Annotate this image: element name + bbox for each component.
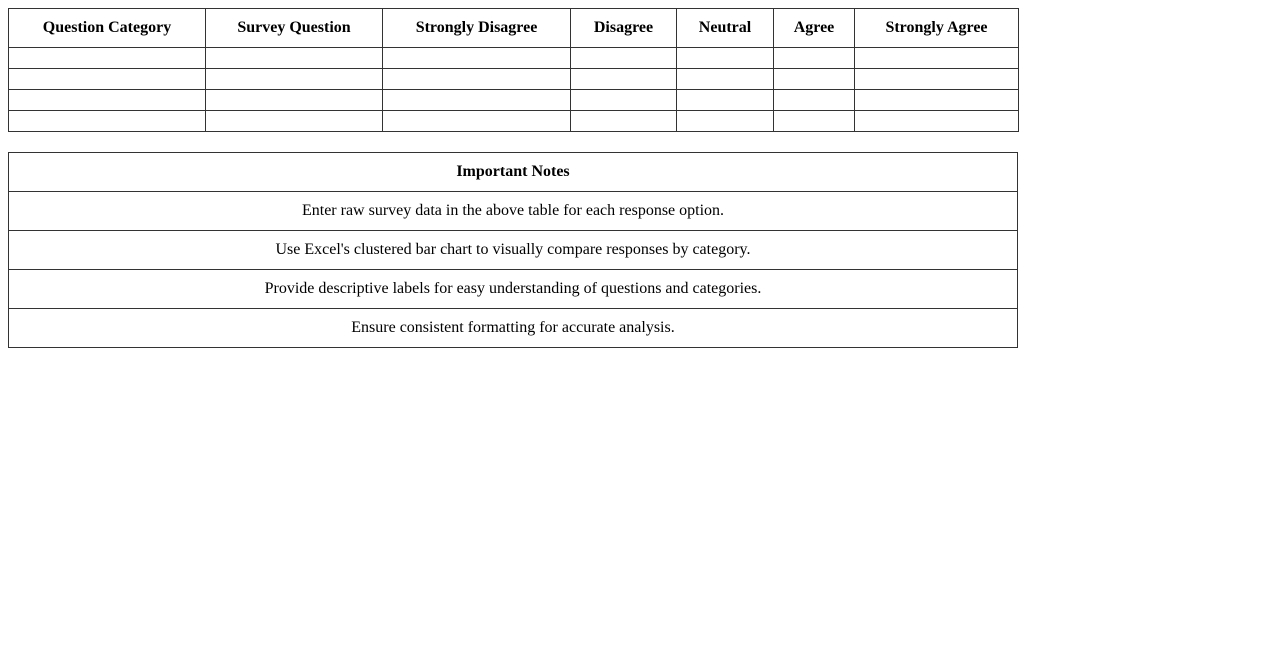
table-cell[interactable]	[774, 48, 855, 69]
table-cell[interactable]	[383, 48, 571, 69]
note-row	[9, 192, 1018, 231]
table-cell[interactable]	[677, 90, 774, 111]
table-cell[interactable]	[571, 69, 677, 90]
table-cell[interactable]	[206, 69, 383, 90]
table-cell[interactable]	[206, 111, 383, 132]
table-cell[interactable]	[9, 90, 206, 111]
survey-header-row	[9, 9, 1019, 48]
table-cell[interactable]	[383, 69, 571, 90]
table-cell[interactable]	[9, 48, 206, 69]
table-cell[interactable]	[571, 111, 677, 132]
table-cell[interactable]	[677, 48, 774, 69]
header-strongly-disagree: Strongly Disagree	[383, 9, 571, 48]
table-cell[interactable]	[855, 111, 1019, 132]
table-cell[interactable]	[9, 111, 206, 132]
table-cell[interactable]	[774, 111, 855, 132]
note-text: Use Excel's clustered bar chart to visually compare responses by category.	[9, 231, 1018, 270]
header-strongly-agree: Strongly Agree	[855, 9, 1019, 48]
header-neutral: Neutral	[677, 9, 774, 48]
table-cell[interactable]	[9, 69, 206, 90]
note-text: Ensure consistent formatting for accurate analysis.	[9, 309, 1018, 348]
table-cell[interactable]	[855, 48, 1019, 69]
notes-table	[8, 152, 1018, 348]
table-cell[interactable]	[774, 69, 855, 90]
table-cell[interactable]	[855, 90, 1019, 111]
table-row	[9, 111, 1019, 132]
table-cell[interactable]	[855, 69, 1019, 90]
notes-title: Important Notes	[9, 153, 1018, 192]
table-row	[9, 69, 1019, 90]
header-survey-question: Survey Question	[206, 9, 383, 48]
table-cell[interactable]	[571, 48, 677, 69]
table-cell[interactable]	[571, 90, 677, 111]
header-agree: Agree	[774, 9, 855, 48]
table-cell[interactable]	[206, 48, 383, 69]
notes-header-row	[9, 153, 1018, 192]
header-disagree: Disagree	[571, 9, 677, 48]
note-row	[9, 270, 1018, 309]
note-row	[9, 231, 1018, 270]
table-cell[interactable]	[677, 111, 774, 132]
table-cell[interactable]	[774, 90, 855, 111]
table-row	[9, 48, 1019, 69]
table-cell[interactable]	[383, 111, 571, 132]
note-text: Enter raw survey data in the above table for each response option.	[9, 192, 1018, 231]
table-row	[9, 90, 1019, 111]
header-question-category: Question Category	[9, 9, 206, 48]
note-row	[9, 309, 1018, 348]
table-cell[interactable]	[383, 90, 571, 111]
note-text: Provide descriptive labels for easy understanding of questions and categories.	[9, 270, 1018, 309]
table-cell[interactable]	[677, 69, 774, 90]
table-cell[interactable]	[206, 90, 383, 111]
survey-table	[8, 8, 1019, 132]
